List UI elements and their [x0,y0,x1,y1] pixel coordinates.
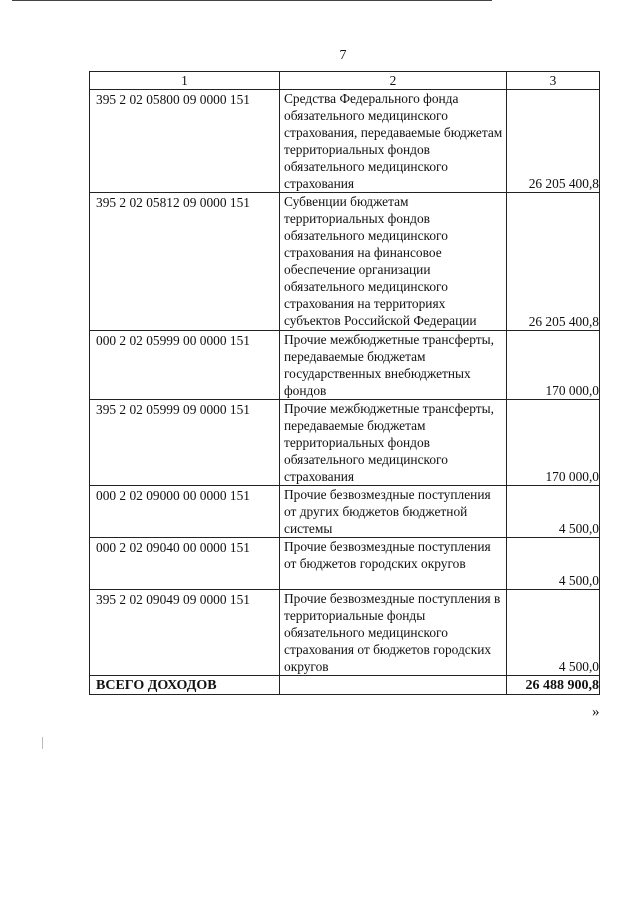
row-amount: 26 205 400,8 [507,193,600,331]
row-name: Прочие безвозмездные поступления в территориальные фонды обязательного медицинского страхования от бюджетов городских округов [280,590,507,676]
margin-mark [42,737,43,749]
row-code: 000 2 02 09000 00 0000 151 [90,486,280,538]
row-code: 395 2 02 05999 09 0000 151 [90,400,280,486]
table-row [90,486,600,538]
top-rule [12,0,492,1]
row-code: 395 2 02 05812 09 0000 151 [90,193,280,331]
row-amount: 170 000,0 [507,331,600,400]
row-amount: 4 500,0 [507,590,600,676]
row-code: 395 2 02 05800 09 0000 151 [90,90,280,193]
table-header-row [90,72,600,90]
row-name: Прочие безвозмездные поступления от других бюджетов бюджетной системы [280,486,507,538]
column-header-2: 2 [280,72,507,90]
total-label: ВСЕГО ДОХОДОВ [90,676,280,695]
row-name: Прочие безвозмездные поступления от бюджетов городских округов [280,538,507,590]
column-header-1: 1 [90,72,280,90]
table-row [90,90,600,193]
row-code: 000 2 02 09040 00 0000 151 [90,538,280,590]
row-amount: 170 000,0 [507,400,600,486]
page-number: 7 [339,48,347,63]
table-row [90,590,600,676]
total-empty-cell [280,676,507,695]
row-amount: 26 205 400,8 [507,90,600,193]
table-row [90,193,600,331]
column-header-3: 3 [507,72,600,90]
row-name: Субвенции бюджетам территориальных фондов обязательного медицинского страхования на финансовое обеспечение организации обязательного медицинского страхования на территориях субъектов Российской Федерации [280,193,507,331]
row-name: Средства Федерального фонда обязательного медицинского страхования, передаваемые бюджетам территориальных фондов обязательного медицинского страхования [280,90,507,193]
total-amount: 26 488 900,8 [507,676,600,695]
row-name: Прочие межбюджетные трансферты, передаваемые бюджетам государственных внебюджетных фондов [280,331,507,400]
closing-quote-mark: » [592,704,600,720]
table-row [90,331,600,400]
row-code: 000 2 02 05999 00 0000 151 [90,331,280,400]
row-amount: 4 500,0 [507,538,600,590]
table-row [90,538,600,590]
row-code: 395 2 02 09049 09 0000 151 [90,590,280,676]
total-row [90,676,600,695]
table-row [90,400,600,486]
revenue-table [89,71,600,695]
row-name: Прочие межбюджетные трансферты, передаваемые бюджетам территориальных фондов обязательного медицинского страхования [280,400,507,486]
row-amount: 4 500,0 [507,486,600,538]
